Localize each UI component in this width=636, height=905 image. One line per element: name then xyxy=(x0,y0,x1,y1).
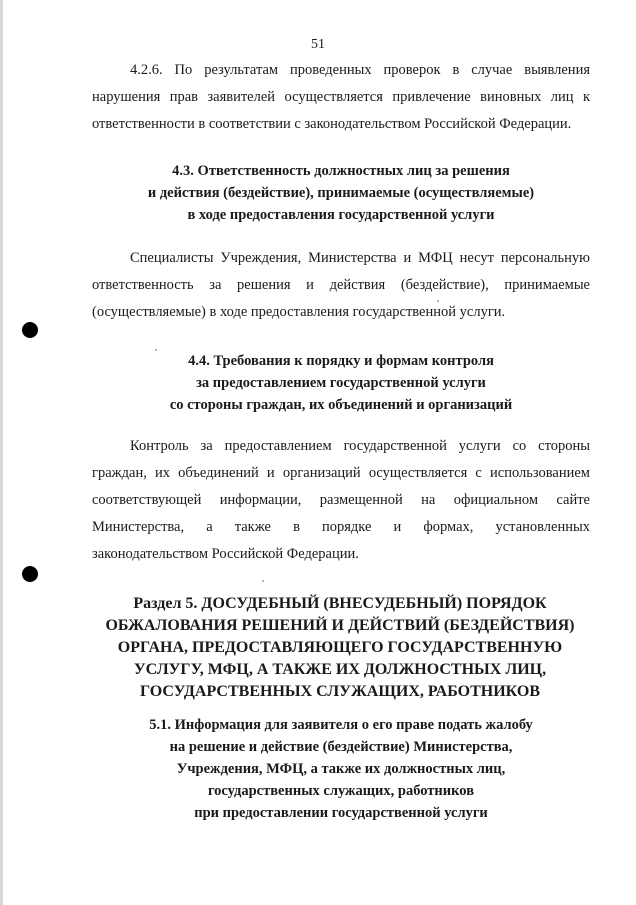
heading-line: 4.3. Ответственность должностных лиц за решения xyxy=(172,163,510,179)
text-line: соответствующей информации, размещенной на официальном сайте xyxy=(92,492,590,508)
heading-line: при предоставлении государственной услуги xyxy=(194,805,488,821)
scan-edge xyxy=(0,0,3,905)
text-line: Специалисты Учреждения, Министерства и МФЦ несут персональную xyxy=(130,250,590,266)
paragraph-4-3 xyxy=(92,245,590,326)
punch-hole-lower xyxy=(22,566,38,582)
heading-line: на решение и действие (бездействие) Министерства, xyxy=(169,739,513,755)
scan-speck xyxy=(262,580,264,582)
text-line: Министерства, а также в порядке и формах, установленных xyxy=(92,519,590,535)
heading-line: 4.4. Требования к порядку и формам контроля xyxy=(188,353,494,369)
punch-hole-upper xyxy=(22,322,38,338)
heading-5-1 xyxy=(92,714,590,824)
heading-line: за предоставлением государственной услуги xyxy=(196,375,486,391)
heading-line: Раздел 5. ДОСУДЕБНЫЙ (ВНЕСУДЕБНЫЙ) ПОРЯДОК xyxy=(133,595,547,612)
heading-line: в ходе предоставления государственной услуги xyxy=(187,207,495,223)
heading-line: Учреждения, МФЦ, а также их должностных лиц, xyxy=(176,761,506,777)
text-line: (осуществляемые) в ходе предоставления государственной услуги. xyxy=(92,304,506,320)
text-line: Контроль за предоставлением государственной услуги со стороны xyxy=(130,438,590,454)
heading-4-3 xyxy=(92,160,590,226)
paragraph-4-2-6 xyxy=(92,57,590,138)
heading-line: ОРГАНА, ПРЕДОСТАВЛЯЮЩЕГО ГОСУДАРСТВЕННУЮ xyxy=(117,639,563,656)
paragraph-4-4 xyxy=(92,433,590,568)
heading-line: ГОСУДАРСТВЕННЫХ СЛУЖАЩИХ, РАБОТНИКОВ xyxy=(140,683,540,700)
heading-line: со стороны граждан, их объединений и организаций xyxy=(169,397,513,413)
text-line: нарушения прав заявителей осуществляется привлечение виновных лиц к xyxy=(92,89,590,105)
page-number: 51 xyxy=(311,37,325,52)
text-line: граждан, их объединений и организаций осуществляется с использованием xyxy=(92,465,590,481)
heading-4-4 xyxy=(92,350,590,416)
text-line: ответственности в соответствии с законодательством Российской Федерации. xyxy=(92,116,572,132)
heading-line: УСЛУГУ, МФЦ, А ТАКЖЕ ИХ ДОЛЖНОСТНЫХ ЛИЦ, xyxy=(133,661,547,678)
text-line: ответственность за решения и действия (бездействие), принимаемые xyxy=(92,277,590,293)
text-line: 4.2.6. По результатам проведенных проверок в случае выявления xyxy=(130,62,590,78)
section-5-heading xyxy=(70,593,610,703)
text-line: законодательством Российской Федерации. xyxy=(92,546,359,562)
heading-line: государственных служащих, работников xyxy=(207,783,475,799)
heading-line: и действия (бездействие), принимаемые (осуществляемые) xyxy=(147,185,535,201)
heading-line: ОБЖАЛОВАНИЯ РЕШЕНИЙ И ДЕЙСТВИЙ (БЕЗДЕЙСТВИЯ) xyxy=(105,617,575,634)
heading-line: 5.1. Информация для заявителя о его праве подать жалобу xyxy=(149,717,533,733)
